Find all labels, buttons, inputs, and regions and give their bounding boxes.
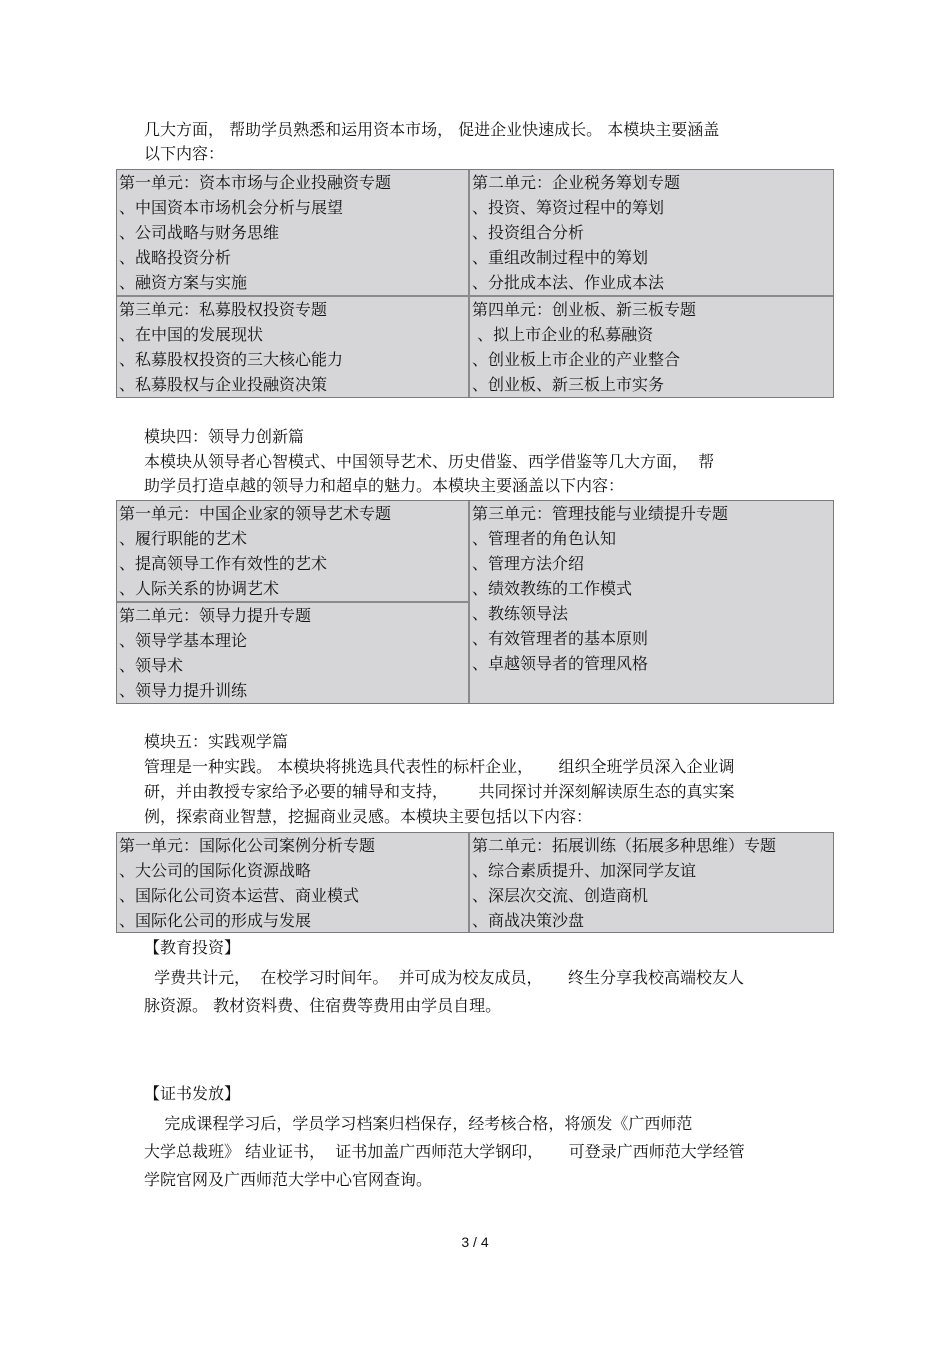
unit-item: 、分批成本法、作业成本法 <box>472 273 665 292</box>
unit-item: 、在中国的发展现状 <box>119 325 264 344</box>
unit-item: 、中国资本市场机会分析与展望 <box>119 198 344 217</box>
unit-cell <box>117 833 467 933</box>
unit-item: 、管理方法介绍 <box>472 554 585 573</box>
unit-title: 第一单元：中国企业家的领导艺术专题 <box>119 504 392 523</box>
page-number: 3 / 4 <box>461 1234 489 1250</box>
unit-cell <box>470 297 832 397</box>
unit-item: 、国际化公司的形成与发展 <box>119 911 312 930</box>
unit-item: 、绩效教练的工作模式 <box>472 579 633 598</box>
unit-item: 、深层次交流、创造商机 <box>472 886 649 905</box>
unit-cell <box>470 170 832 295</box>
unit-item: 、创业板上市企业的产业整合 <box>472 350 681 369</box>
unit-item: 、商战决策沙盘 <box>472 911 585 930</box>
unit-item: 、提高领导工作有效性的艺术 <box>119 554 328 573</box>
unit-item: 、融资方案与实施 <box>119 273 248 292</box>
unit-item: 、私募股权与企业投融资决策 <box>119 375 328 394</box>
intro-line-1: 几大方面， 帮助学员熟悉和运用资本市场， 促进企业快速成长。 本模块主要涵盖 <box>144 120 720 139</box>
unit-item: 、管理者的角色认知 <box>472 529 617 548</box>
unit-cell <box>470 501 832 676</box>
unit-item: 、重组改制过程中的筹划 <box>472 248 649 267</box>
certificate-line-3: 学院官网及广西师范大学中心官网查询。 <box>144 1170 433 1189</box>
unit-title: 第二单元：领导力提升专题 <box>119 606 312 625</box>
module5-units-table <box>116 832 834 933</box>
unit-item: 、有效管理者的基本原则 <box>472 629 649 648</box>
module5-line-1: 管理是一种实践。 本模块将挑选具代表性的标杆企业， 组织全班学员深入企业调 <box>144 757 735 776</box>
unit-item: 、公司战略与财务思维 <box>119 223 280 242</box>
unit-title: 第二单元：企业税务筹划专题 <box>472 173 681 192</box>
unit-item: 、投资组合分析 <box>472 223 585 242</box>
unit-item: 、领导术 <box>119 656 184 675</box>
module4-heading: 模块四：领导力创新篇 <box>144 427 305 446</box>
investment-line-2: 脉资源。 教材资料费、住宿费等费用由学员自理。 <box>144 996 502 1015</box>
unit-cell <box>117 501 467 601</box>
unit-item: 、履行职能的艺术 <box>119 529 248 548</box>
unit-title: 第三单元：私募股权投资专题 <box>119 300 328 319</box>
unit-cell <box>117 297 467 397</box>
unit-item: 、创业板、新三板上市实务 <box>472 375 665 394</box>
unit-item: 、卓越领导者的管理风格 <box>472 654 649 673</box>
module3-units-table <box>116 169 834 398</box>
module5-line-2: 研，并由教授专家给予必要的辅导和支持， 共同探讨并深刻解读原生态的真实案 <box>144 782 735 801</box>
unit-title: 第一单元：国际化公司案例分析专题 <box>119 836 376 855</box>
unit-item: 、拟上市企业的私募融资 <box>472 325 654 344</box>
unit-title: 第一单元：资本市场与企业投融资专题 <box>119 173 392 192</box>
unit-title: 第二单元：拓展训练（拓展多种思维）专题 <box>472 836 777 855</box>
unit-item: 、教练领导法 <box>472 604 569 623</box>
unit-item: 、人际关系的协调艺术 <box>119 579 280 598</box>
certificate-line-1: 完成课程学习后，学员学习档案归档保存，经考核合格，将颁发《广西师范 <box>144 1114 693 1133</box>
intro-line-2: 以下内容： <box>144 144 225 163</box>
module4-line-2: 助学员打造卓越的领导力和超卓的魅力。本模块主要涵盖以下内容： <box>144 476 625 495</box>
unit-item: 、综合素质提升、加深同学友谊 <box>472 861 697 880</box>
unit-item: 、领导学基本理论 <box>119 631 248 650</box>
unit-item: 、战略投资分析 <box>119 248 232 267</box>
unit-cell <box>117 603 467 703</box>
module5-heading: 模块五：实践观学篇 <box>144 732 289 751</box>
certificate-line-2: 大学总裁班》 结业证书， 证书加盖广西师范大学钢印， 可登录广西师范大学经管 <box>144 1142 745 1161</box>
unit-item: 、私募股权投资的三大核心能力 <box>119 350 344 369</box>
unit-cell <box>117 170 467 295</box>
module5-line-3: 例，探索商业智慧，挖掘商业灵感。本模块主要包括以下内容： <box>144 807 593 826</box>
module4-line-1: 本模块从领导者心智模式、中国领导艺术、历史借鉴、西学借鉴等几大方面， 帮 <box>144 452 715 471</box>
module4-units-table <box>116 500 834 704</box>
unit-cell <box>470 833 832 933</box>
unit-title: 第四单元：创业板、新三板专题 <box>472 300 697 319</box>
investment-heading: 【教育投资】 <box>144 938 241 957</box>
certificate-heading: 【证书发放】 <box>144 1084 241 1103</box>
unit-item: 、投资、筹资过程中的筹划 <box>472 198 665 217</box>
unit-item: 、领导力提升训练 <box>119 681 248 700</box>
unit-item: 、大公司的国际化资源战略 <box>119 861 312 880</box>
unit-item: 、国际化公司资本运营、商业模式 <box>119 886 360 905</box>
unit-title: 第三单元：管理技能与业绩提升专题 <box>472 504 729 523</box>
investment-line-1: 学费共计元， 在校学习时间年。 并可成为校友成员， 终生分享我校高端校友人 <box>144 968 744 987</box>
